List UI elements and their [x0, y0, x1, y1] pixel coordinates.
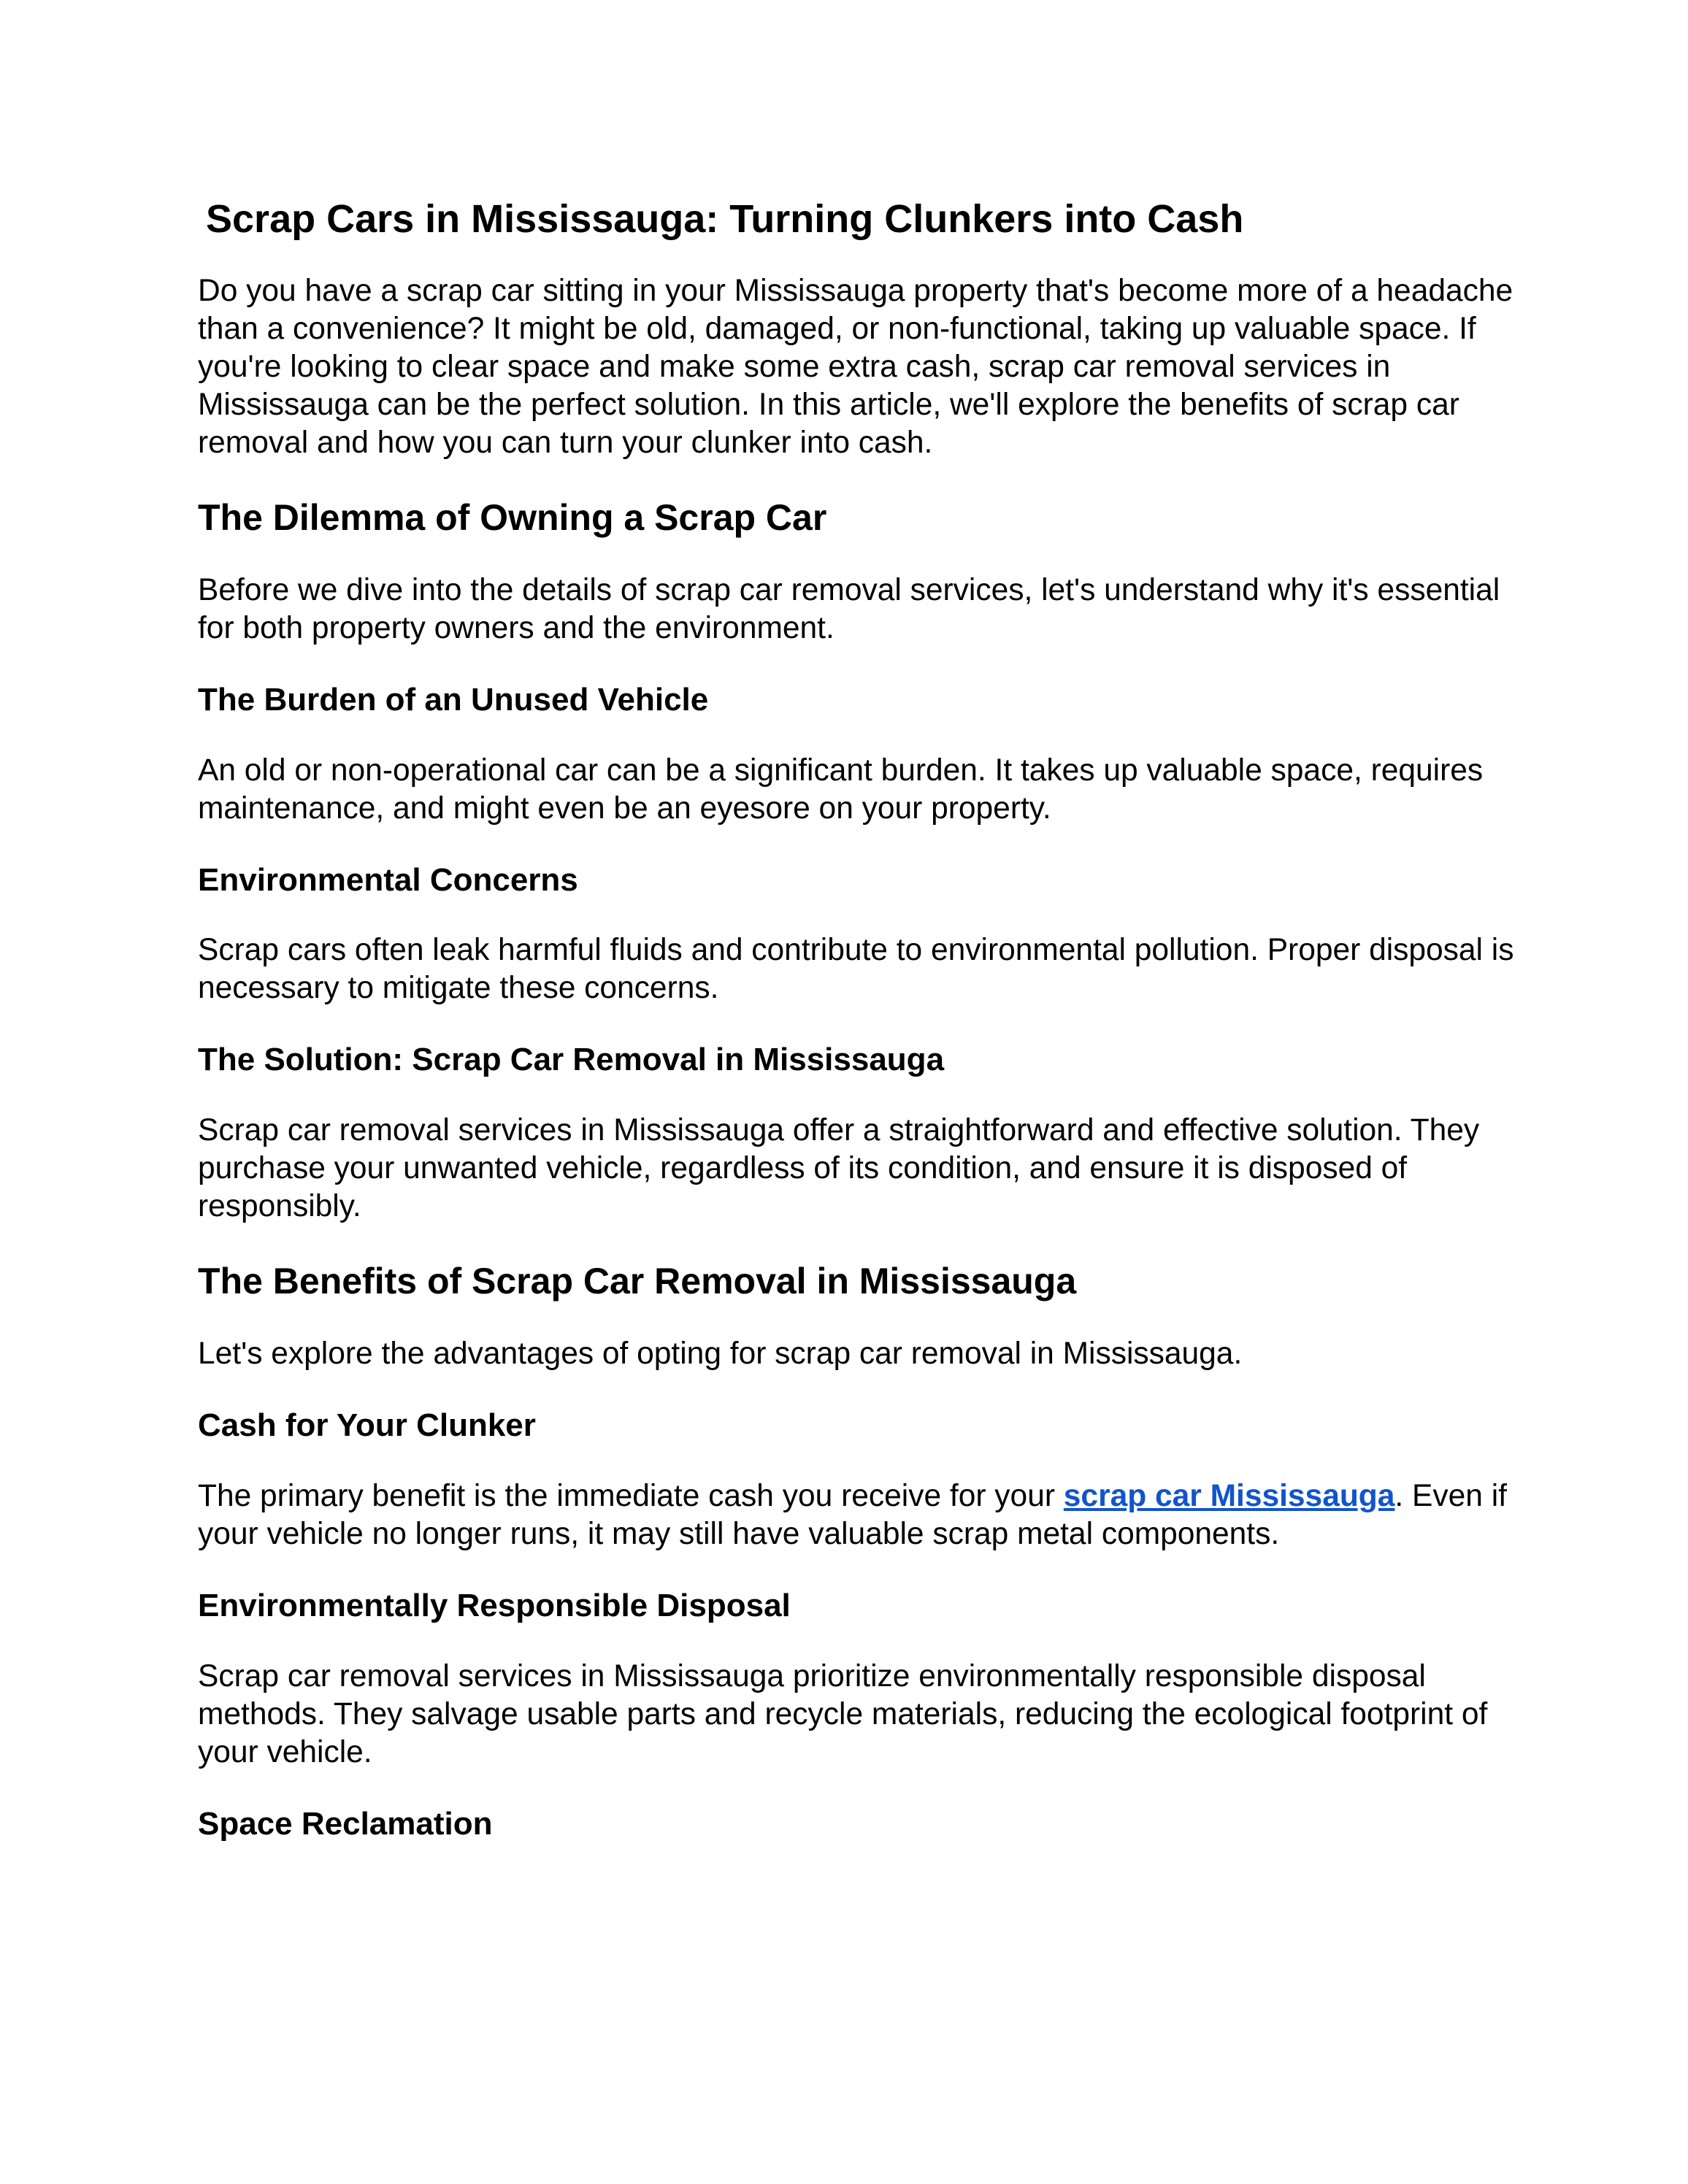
scrap-car-mississauga-link[interactable]: scrap car Mississauga	[1063, 1478, 1395, 1513]
disposal-heading: Environmentally Responsible Disposal	[198, 1587, 791, 1623]
solution-heading: The Solution: Scrap Car Removal in Mississauga	[198, 1042, 945, 1078]
cash-text-before: The primary benefit is the immediate cash you receive for your	[198, 1478, 1064, 1513]
cash-heading: Cash for Your Clunker	[198, 1407, 536, 1444]
benefits-paragraph: Let's explore the advantages of opting for scrap car removal in Mississauga.	[198, 1337, 1243, 1372]
disposal-paragraph: Scrap car removal services in Mississauga prioritize environmentally responsible disposal methods. They salvage usable parts and recycle materials, reducing the ecological footprint of your vehicle.	[198, 1658, 1488, 1769]
document-page	[198, 196, 1534, 1876]
intro-paragraph: Do you have a scrap car sitting in your Mississauga property that's become more of a headache than a convenience? It might be old, damaged, or non-functional, taking up valuable space. If you're looking to clear space and make some extra cash, scrap car removal services in Mississauga can be the perfect solution. In this article, we'll explore the benefits of scrap car removal and how you can turn your clunker into cash.	[198, 273, 1514, 460]
cash-paragraph	[198, 1477, 1534, 1553]
cash-text-after: . Even if your vehicle no longer runs, it may still have valuable scrap metal components.	[198, 1478, 1507, 1551]
solution-paragraph: Scrap car removal services in Mississauga offer a straightforward and effective solution. They purchase your unwanted vehicle, regardless of its condition, and ensure it is disposed of responsibly.	[198, 1113, 1480, 1224]
burden-paragraph: An old or non-operational car can be a significant burden. It takes up valuable space, requires maintenance, and might even be an eyesore on your property.	[198, 753, 1484, 826]
article-title: Scrap Cars in Mississauga: Turning Clunkers into Cash	[206, 197, 1244, 241]
environmental-heading: Environmental Concerns	[198, 861, 578, 898]
space-heading: Space Reclamation	[198, 1805, 493, 1842]
dilemma-heading: The Dilemma of Owning a Scrap Car	[198, 496, 827, 538]
dilemma-paragraph: Before we dive into the details of scrap car removal services, let's understand why it's essential for both property owners and the environment.	[198, 572, 1500, 645]
environmental-paragraph: Scrap cars often leak harmful fluids and contribute to environmental pollution. Proper disposal is necessary to mitigate these concerns.	[198, 933, 1514, 1006]
burden-heading: The Burden of an Unused Vehicle	[198, 681, 709, 718]
benefits-heading: The Benefits of Scrap Car Removal in Mississauga	[198, 1261, 1077, 1302]
